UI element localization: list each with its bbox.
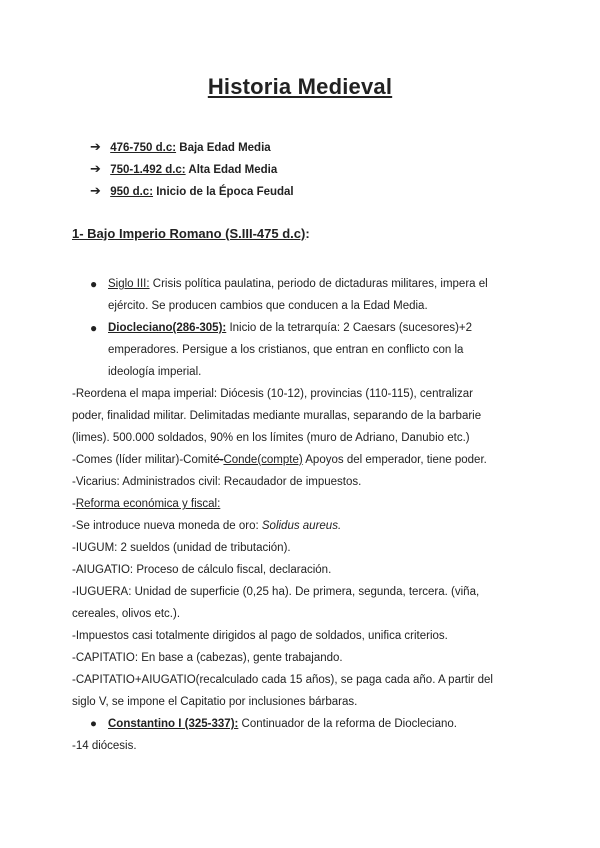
text-line: -CAPITATIO+AIUGATIO(recalculado cada 15 años), se paga cada año. A partir del: [72, 674, 493, 686]
text-line: ideología imperial.: [108, 366, 202, 378]
text-span: -Se introduce nueva moneda de oro:: [72, 520, 262, 532]
bullet-constantino: [72, 713, 532, 735]
text-line: -Reordena el mapa imperial: Diócesis (10-12), provincias (110-115), centralizar: [72, 388, 473, 400]
text-line: ejército. Se producen cambios que conducen a la Edad Media.: [108, 300, 428, 312]
underlined-text: Conde(compte): [223, 454, 303, 466]
page-title: Historia Medieval: [207, 74, 393, 99]
period-label: Inicio de la Época Feudal: [156, 186, 294, 198]
bullet-term: Siglo III:: [108, 278, 150, 290]
body-text: [72, 383, 532, 757]
period-label: Baja Edad Media: [179, 142, 271, 154]
period-item: [90, 158, 294, 180]
arrow-icon: ➔: [90, 139, 101, 154]
text-line: -Impuestos casi totalmente dirigidos al pago de soldados, unifica criterios.: [72, 630, 448, 642]
text-line: -AIUGATIO: Proceso de cálculo fiscal, declaración.: [72, 564, 332, 576]
bullet-dot-icon: ●: [90, 277, 98, 291]
period-range: 476-750 d.c:: [110, 142, 177, 154]
periods-list: [90, 136, 294, 202]
text-line: [72, 515, 532, 537]
text-line: [108, 317, 528, 339]
bullet-text: Inicio de la tetrarquía: 2 Caesars (sucesores)+2: [229, 322, 473, 334]
text-line: [108, 273, 528, 295]
text-line: cereales, olivos etc.).: [72, 608, 181, 620]
period-label: Alta Edad Media: [188, 164, 278, 176]
text-span: -Comes (líder militar)-Comit: [72, 454, 214, 466]
bullet-text: Crisis política paulatina, periodo de dictaduras militares, impera el: [152, 278, 488, 290]
text-line: -14 diócesis.: [72, 740, 137, 752]
bullet-diocleciano: [90, 317, 528, 383]
text-line: -CAPITATIO: En base a (cabezas), gente trabajando.: [72, 652, 343, 664]
text-line: [72, 449, 532, 471]
bullet-siglo-iii: [90, 273, 528, 317]
text-line: [72, 493, 532, 515]
bullet-term: Constantino I (325-337):: [108, 718, 239, 730]
struck-text: é-: [213, 454, 224, 466]
section-heading-colon: :: [305, 226, 310, 241]
arrow-icon: ➔: [90, 161, 101, 176]
arrow-icon: ➔: [90, 183, 101, 198]
bullet-dot-icon: ●: [90, 321, 98, 335]
subheading: Reforma económica y fiscal:: [75, 498, 221, 510]
period-item: [90, 180, 294, 202]
section-heading-text: 1- Bajo Imperio Romano (S.III-475 d.c): [72, 226, 306, 241]
text-line: -Vicarius: Administrados civil: Recaudador de impuestos.: [72, 476, 362, 488]
bullet-text: Continuador de la reforma de Diocleciano.: [238, 718, 457, 730]
text-line: -IUGUERA: Unidad de superficie (0,25 ha). De primera, segunda, tercera. (viña,: [72, 586, 480, 598]
bullet-term: Diocleciano(286-305):: [108, 322, 227, 334]
period-item: [90, 136, 294, 158]
section-heading: [72, 226, 310, 241]
text-span: Apoyos del emperador, tiene poder.: [302, 454, 487, 466]
text-line: siglo V, se impone el Capitatio por inclusiones bárbaras.: [72, 696, 358, 708]
italic-text: Solidus aureus.: [261, 520, 342, 532]
period-range: 950 d.c:: [110, 186, 154, 198]
text-line: poder, finalidad militar. Delimitadas mediante murallas, separando de la barbarie: [72, 410, 482, 422]
text-span: -: [72, 498, 76, 510]
period-range: 750-1.492 d.c:: [110, 164, 186, 176]
text-line: emperadores. Persigue a los cristianos, que entran en conflicto con la: [108, 344, 464, 356]
text-line: -IUGUM: 2 sueldos (unidad de tributación).: [72, 542, 291, 554]
bullet-dot-icon: ●: [90, 718, 97, 730]
text-line: (limes). 500.000 soldados, 90% en los límites (muro de Adriano, Danubio etc.): [72, 432, 470, 444]
